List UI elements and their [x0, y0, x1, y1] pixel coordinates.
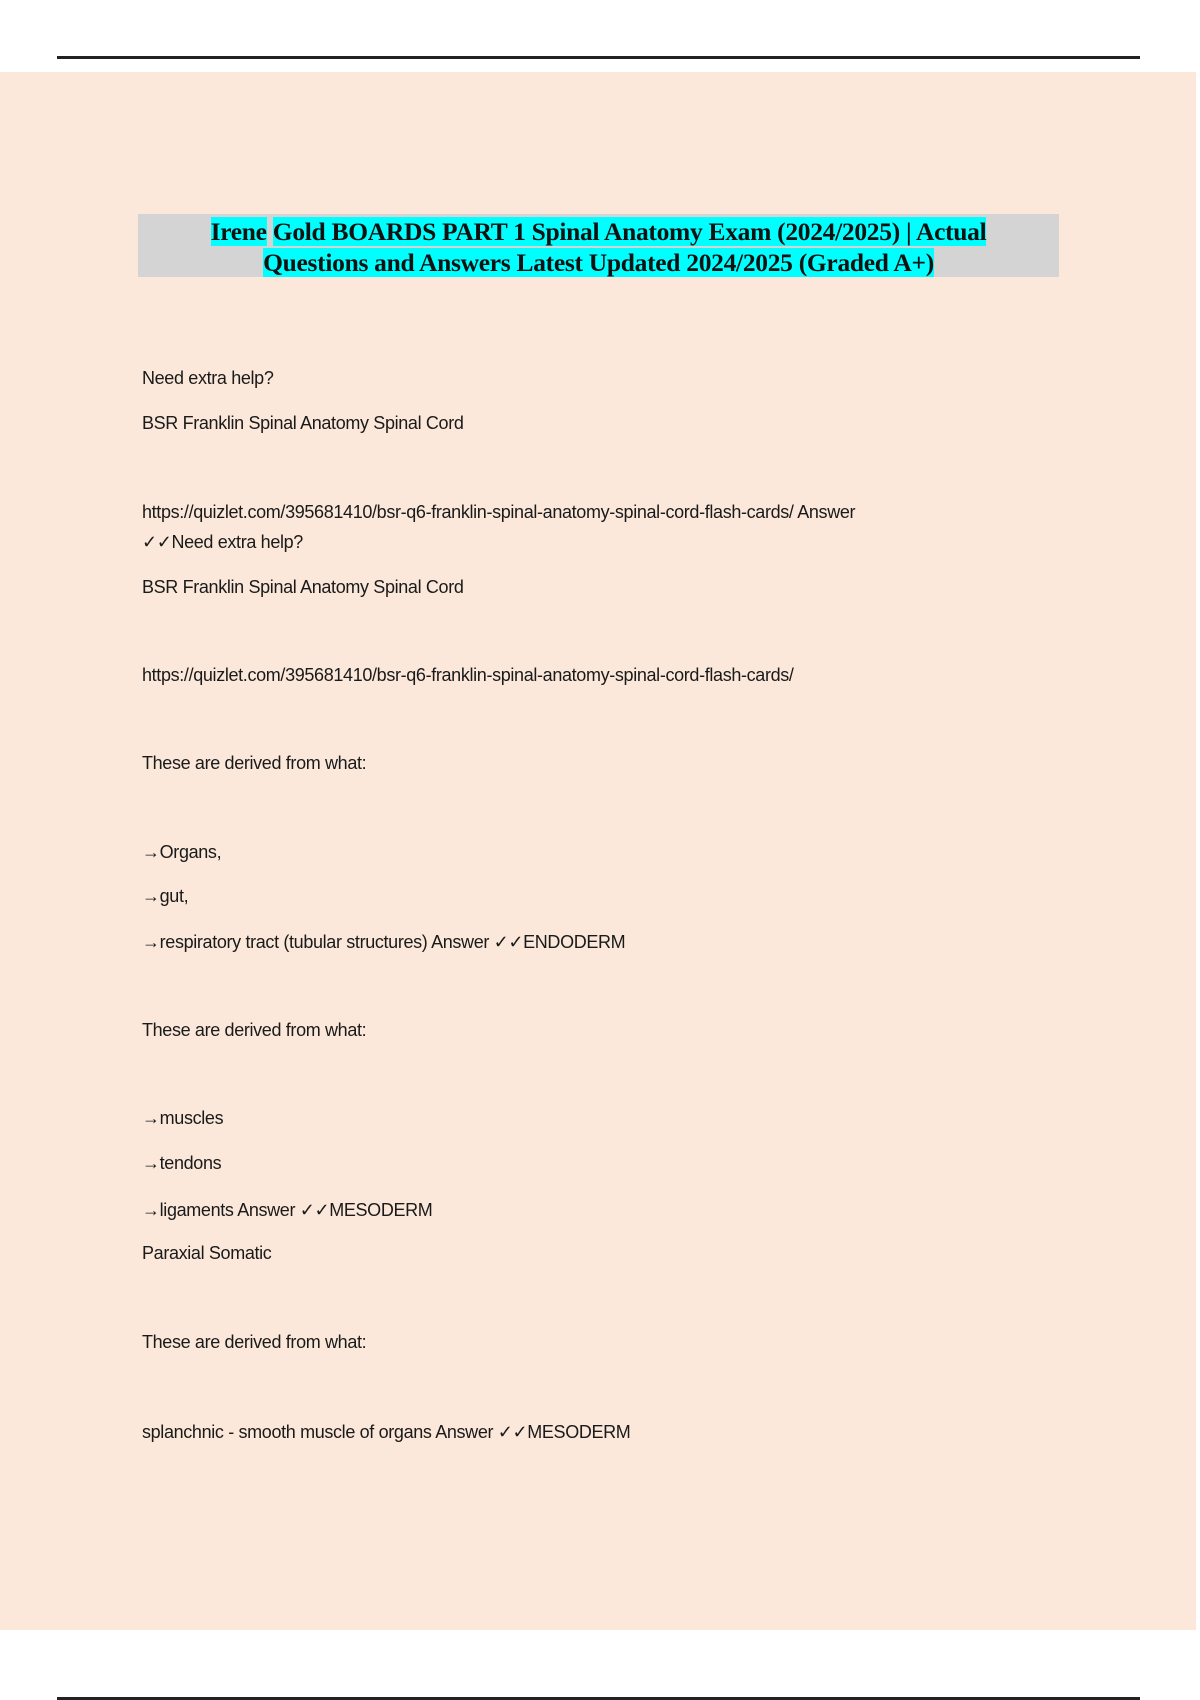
text-line: →Organs,	[142, 842, 222, 862]
text-line: →gut,	[142, 886, 189, 906]
text-line: →muscles	[142, 1108, 224, 1128]
title-part-1: Irene	[210, 217, 267, 246]
text-line: Paraxial Somatic	[142, 1243, 272, 1263]
link-line[interactable]: https://quizlet.com/395681410/bsr-q6-franklin-spinal-anatomy-spinal-cord-flash-cards/	[142, 665, 794, 685]
link-line[interactable]: https://quizlet.com/395681410/bsr-q6-franklin-spinal-anatomy-spinal-cord-flash-cards/ Answer	[142, 502, 856, 522]
question-line: These are derived from what:	[142, 1020, 367, 1040]
answer-line: →respiratory tract (tubular structures) Answer ✓✓ENDODERM	[142, 932, 626, 952]
question-line: These are derived from what:	[142, 1332, 367, 1352]
title-part-2: Gold BOARDS PART 1 Spinal Anatomy Exam (2024/2025) | Actual	[272, 217, 987, 246]
text-line: →tendons	[142, 1153, 222, 1173]
text-line: ✓✓Need extra help?	[142, 532, 303, 552]
answer-line: →ligaments Answer ✓✓MESODERM	[142, 1200, 433, 1220]
question-line: These are derived from what:	[142, 753, 367, 773]
text-line: Need extra help?	[142, 368, 274, 388]
text-line: BSR Franklin Spinal Anatomy Spinal Cord	[142, 413, 464, 433]
answer-line: splanchnic - smooth muscle of organs Answer ✓✓MESODERM	[142, 1422, 631, 1442]
text-line: BSR Franklin Spinal Anatomy Spinal Cord	[142, 577, 464, 597]
document-title	[138, 216, 1059, 278]
title-part-3: Questions and Answers Latest Updated 2024/2025 (Graded A+)	[263, 248, 934, 277]
header-rule	[57, 56, 1140, 59]
